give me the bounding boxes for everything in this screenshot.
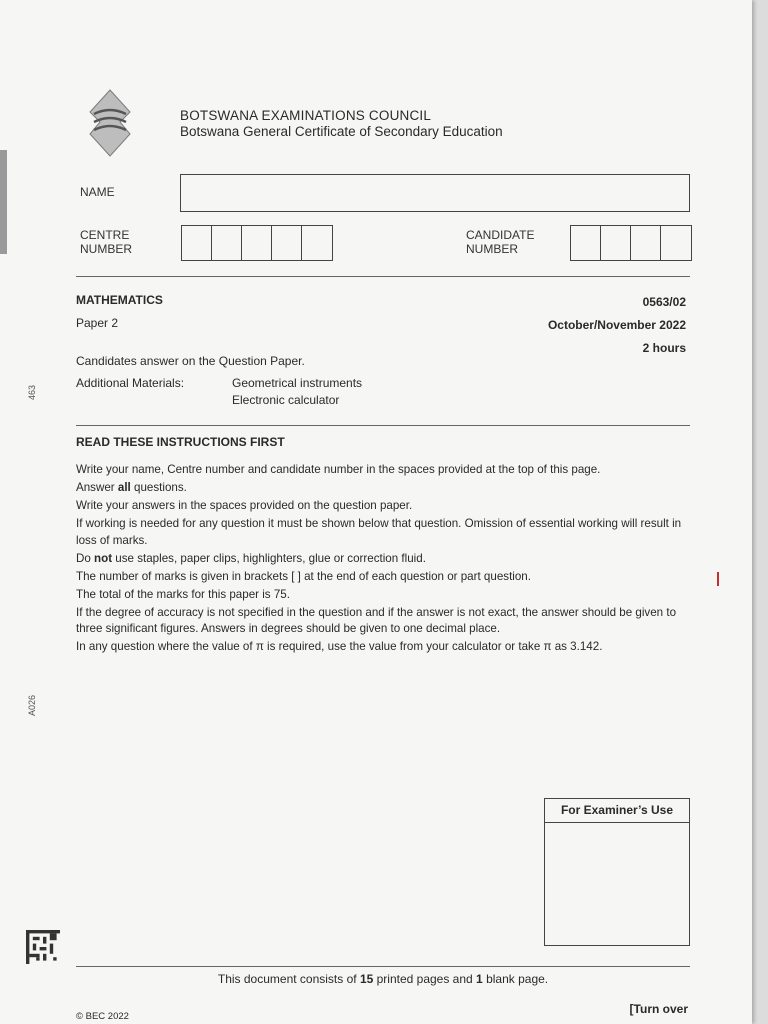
barcode-icon	[26, 930, 60, 964]
candidate-number-field[interactable]	[570, 225, 692, 261]
name-field[interactable]	[180, 174, 690, 212]
candidate-digit-cell[interactable]	[571, 226, 601, 260]
exam-session: October/November 2022	[547, 318, 686, 332]
council-name: BOTSWANA EXAMINATIONS COUNCIL	[180, 108, 432, 123]
centre-label-1: CENTRE	[80, 228, 130, 242]
candidate-label-1: CANDIDATE	[466, 228, 535, 242]
instruction-line: Do not use staples, paper clips, highlighters, glue or correction fluid.	[76, 551, 426, 565]
scan-edge-strip	[0, 150, 7, 254]
centre-digit-cell[interactable]	[212, 226, 242, 260]
divider	[76, 276, 690, 277]
exam-duration: 2 hours	[642, 341, 686, 355]
divider	[76, 966, 690, 967]
material-item: Geometrical instruments	[232, 376, 363, 390]
instruction-line: Write your name, Centre number and candidate number in the spaces provided at the top of this page.	[76, 463, 601, 476]
paper-number: Paper 2	[76, 316, 119, 330]
answer-instruction: Candidates answer on the Question Paper.	[76, 354, 305, 368]
instruction-line: If the degree of accuracy is not specified in the question and if the answer is not exact, the answer should be given to three significant figures. Answers in degrees should be given to one decimal place.	[76, 605, 677, 635]
name-label: NAME	[80, 185, 115, 199]
candidate-digit-cell[interactable]	[631, 226, 661, 260]
instruction-line: Answer all questions.	[76, 481, 187, 494]
paper-code: 0563/02	[642, 295, 686, 309]
instruction-line: In any question where the value of π is required, use the value from your calculator or take π as 3.142.	[76, 640, 603, 653]
margin-code: A026	[27, 694, 37, 716]
centre-digit-cell[interactable]	[182, 226, 212, 260]
subject-title: MATHEMATICS	[76, 293, 163, 307]
instruction-line: The total of the marks for this paper is 75.	[76, 587, 290, 601]
instruction-line: If working is needed for any question it must be shown below that question. Omission of essential working will result in loss of marks.	[76, 517, 682, 547]
centre-digit-cell[interactable]	[242, 226, 272, 260]
examiner-use-box	[544, 798, 690, 946]
centre-label-2: NUMBER	[80, 242, 133, 256]
pen-mark	[717, 572, 719, 586]
examiner-use-label: For Examiner’s Use	[545, 799, 689, 823]
margin-code: 463	[27, 384, 37, 400]
certificate-name: Botswana General Certificate of Secondary Education	[180, 124, 503, 139]
centre-number-field[interactable]	[181, 225, 333, 261]
candidate-digit-cell[interactable]	[601, 226, 631, 260]
candidate-digit-cell[interactable]	[661, 226, 691, 260]
centre-digit-cell[interactable]	[302, 226, 332, 260]
material-item: Electronic calculator	[232, 393, 340, 407]
candidate-label-2: NUMBER	[466, 242, 519, 256]
instructions-list	[76, 462, 692, 657]
divider	[76, 425, 690, 426]
instructions-heading: READ THESE INSTRUCTIONS FIRST	[76, 435, 285, 449]
centre-digit-cell[interactable]	[272, 226, 302, 260]
page-count-note: This document consists of 15 printed pages and 1 blank page.	[217, 972, 549, 986]
materials-label: Additional Materials:	[76, 376, 185, 390]
bec-logo-icon	[86, 88, 134, 158]
copyright: © BEC 2022	[76, 1011, 129, 1022]
instruction-line: Write your answers in the spaces provided on the question paper.	[76, 499, 413, 512]
turn-over-note: [Turn over	[629, 1002, 688, 1016]
instruction-line: The number of marks is given in brackets [ ] at the end of each question or part question.	[76, 569, 531, 583]
